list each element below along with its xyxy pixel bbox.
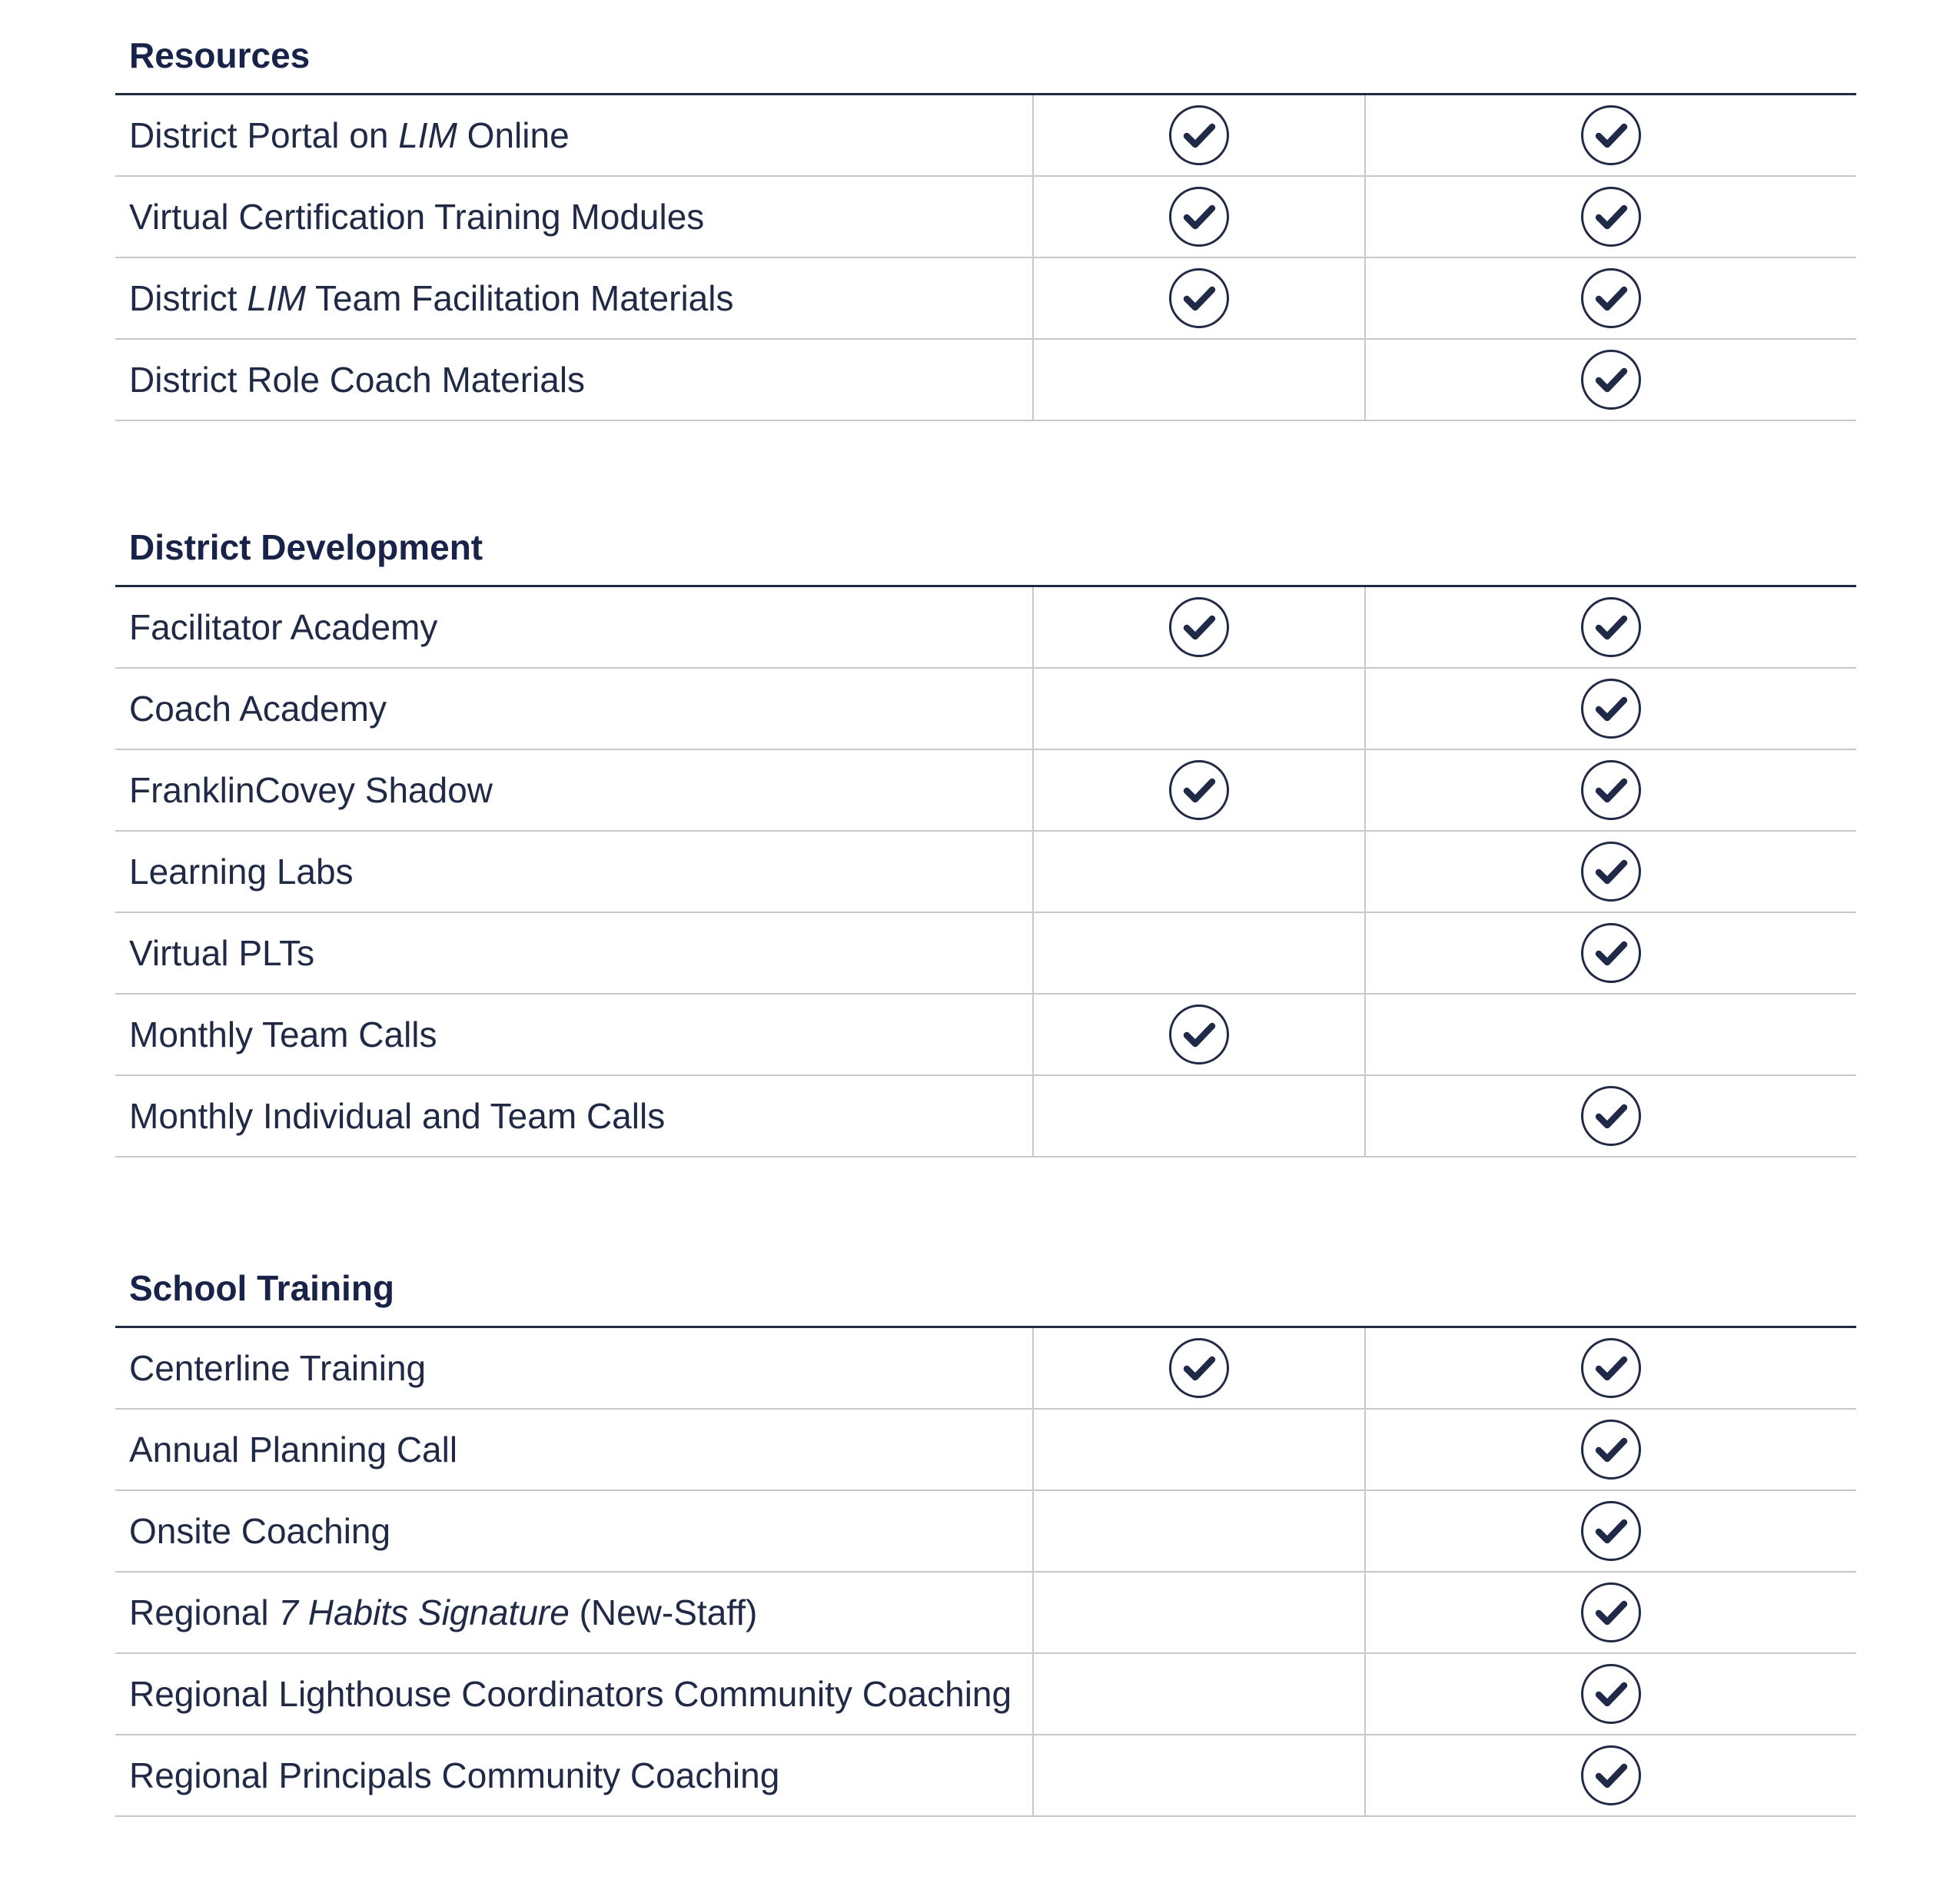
check-cell-col1	[1034, 177, 1366, 257]
check-cell-col1	[1034, 995, 1366, 1074]
check-cell-col2	[1366, 1491, 1856, 1571]
check-cell-col2	[1366, 750, 1856, 830]
check-cell-col1	[1034, 340, 1366, 420]
row-label	[115, 750, 1034, 830]
table-row	[115, 587, 1856, 669]
row-label	[115, 1328, 1034, 1408]
check-cell-col2	[1366, 1076, 1856, 1156]
row-label-part: Regional Lighthouse Coordinators Community Coaching	[129, 1674, 1012, 1714]
row-label-part: Onsite Coaching	[129, 1511, 391, 1551]
table-row	[115, 1654, 1856, 1735]
table-row	[115, 1328, 1856, 1410]
row-label-part: Monthly Individual and Team Calls	[129, 1096, 666, 1136]
row-label-italic-part: LIM	[247, 278, 307, 318]
row-label	[115, 832, 1034, 912]
check-cell-col2	[1366, 177, 1856, 257]
check-circle-icon	[1581, 1086, 1641, 1146]
check-cell-col2	[1366, 669, 1856, 749]
table-row	[115, 1572, 1856, 1654]
row-label-part: Annual Planning Call	[129, 1430, 458, 1470]
check-cell-col2	[1366, 995, 1856, 1074]
check-circle-icon	[1581, 1664, 1641, 1724]
check-cell-col1	[1034, 95, 1366, 175]
section-title: Resources	[115, 0, 1856, 95]
check-circle-icon	[1581, 679, 1641, 739]
check-circle-icon	[1169, 760, 1229, 820]
row-label-part: District Portal on	[129, 115, 399, 155]
check-cell-col2	[1366, 1328, 1856, 1408]
row-label	[115, 177, 1034, 257]
row-label-part: Team Facilitation Materials	[306, 278, 734, 318]
check-cell-col1	[1034, 258, 1366, 338]
row-label	[115, 258, 1034, 338]
check-circle-icon	[1581, 1745, 1641, 1805]
check-cell-col2	[1366, 258, 1856, 338]
check-cell-col1	[1034, 1491, 1366, 1571]
check-circle-icon	[1581, 350, 1641, 410]
row-label	[115, 669, 1034, 749]
row-label	[115, 95, 1034, 175]
table-row	[115, 1735, 1856, 1817]
row-label-part: Virtual Certification Training Modules	[129, 197, 705, 237]
check-circle-icon	[1581, 187, 1641, 247]
check-circle-icon	[1581, 923, 1641, 983]
check-cell-col2	[1366, 913, 1856, 993]
check-cell-col2	[1366, 1654, 1856, 1734]
row-label	[115, 995, 1034, 1074]
row-label	[115, 1410, 1034, 1489]
table-row	[115, 340, 1856, 421]
row-label	[115, 1572, 1034, 1652]
row-label-part: Coach Academy	[129, 689, 387, 729]
row-label	[115, 1735, 1034, 1815]
row-label-part: Centerline Training	[129, 1348, 427, 1388]
check-cell-col1	[1034, 1654, 1366, 1734]
row-label-part: Regional Principals Community Coaching	[129, 1755, 780, 1795]
check-circle-icon	[1581, 597, 1641, 657]
row-label-part: Online	[457, 115, 570, 155]
section-title: District Development	[115, 492, 1856, 587]
check-cell-col1	[1034, 1076, 1366, 1156]
check-cell-col2	[1366, 1572, 1856, 1652]
row-label-part: District	[129, 278, 247, 318]
table-row	[115, 95, 1856, 177]
table-row	[115, 669, 1856, 750]
check-circle-icon	[1581, 1420, 1641, 1480]
check-circle-icon	[1169, 105, 1229, 165]
row-label-part: Learning Labs	[129, 852, 354, 892]
row-label-part: District Role Coach Materials	[129, 360, 586, 400]
section-resources	[115, 0, 1856, 421]
check-cell-col1	[1034, 1410, 1366, 1489]
row-label	[115, 1491, 1034, 1571]
row-label	[115, 1076, 1034, 1156]
check-cell-col2	[1366, 587, 1856, 667]
row-label-part: (New-Staff)	[569, 1592, 758, 1632]
check-circle-icon	[1169, 1338, 1229, 1398]
check-circle-icon	[1169, 597, 1229, 657]
check-cell-col1	[1034, 1572, 1366, 1652]
section-district-development	[115, 492, 1856, 1157]
row-label-part: FranklinCovey Shadow	[129, 770, 493, 810]
row-label	[115, 587, 1034, 667]
check-cell-col2	[1366, 1410, 1856, 1489]
table-row	[115, 913, 1856, 995]
check-circle-icon	[1581, 268, 1641, 328]
row-label-part: Monthly Team Calls	[129, 1015, 437, 1054]
table-row	[115, 258, 1856, 340]
check-cell-col2	[1366, 832, 1856, 912]
table-row	[115, 177, 1856, 258]
table-row	[115, 832, 1856, 913]
check-circle-icon	[1581, 105, 1641, 165]
check-circle-icon	[1581, 842, 1641, 902]
row-label-italic-part: LIM	[398, 115, 457, 155]
row-label	[115, 340, 1034, 420]
check-cell-col1	[1034, 587, 1366, 667]
check-circle-icon	[1169, 1005, 1229, 1064]
row-label	[115, 913, 1034, 993]
check-cell-col2	[1366, 1735, 1856, 1815]
check-circle-icon	[1581, 1582, 1641, 1642]
row-label-part: Facilitator Academy	[129, 607, 438, 647]
table-row	[115, 1491, 1856, 1572]
check-circle-icon	[1169, 268, 1229, 328]
row-label-italic-part: 7 Habits Signature	[278, 1592, 570, 1632]
check-cell-col1	[1034, 913, 1366, 993]
check-circle-icon	[1581, 1338, 1641, 1398]
row-label-part: Virtual PLTs	[129, 933, 315, 973]
check-cell-col1	[1034, 750, 1366, 830]
section-school-training	[115, 1233, 1856, 1817]
table-row	[115, 1076, 1856, 1157]
check-circle-icon	[1581, 1501, 1641, 1561]
row-label	[115, 1654, 1034, 1734]
check-cell-col1	[1034, 669, 1366, 749]
table-row	[115, 995, 1856, 1076]
section-title: School Training	[115, 1233, 1856, 1328]
check-cell-col1	[1034, 1328, 1366, 1408]
check-cell-col1	[1034, 1735, 1366, 1815]
check-cell-col2	[1366, 340, 1856, 420]
row-label-part: Regional	[129, 1592, 279, 1632]
check-circle-icon	[1581, 760, 1641, 820]
table-row	[115, 750, 1856, 832]
check-circle-icon	[1169, 187, 1229, 247]
check-cell-col2	[1366, 95, 1856, 175]
check-cell-col1	[1034, 832, 1366, 912]
table-row	[115, 1410, 1856, 1491]
